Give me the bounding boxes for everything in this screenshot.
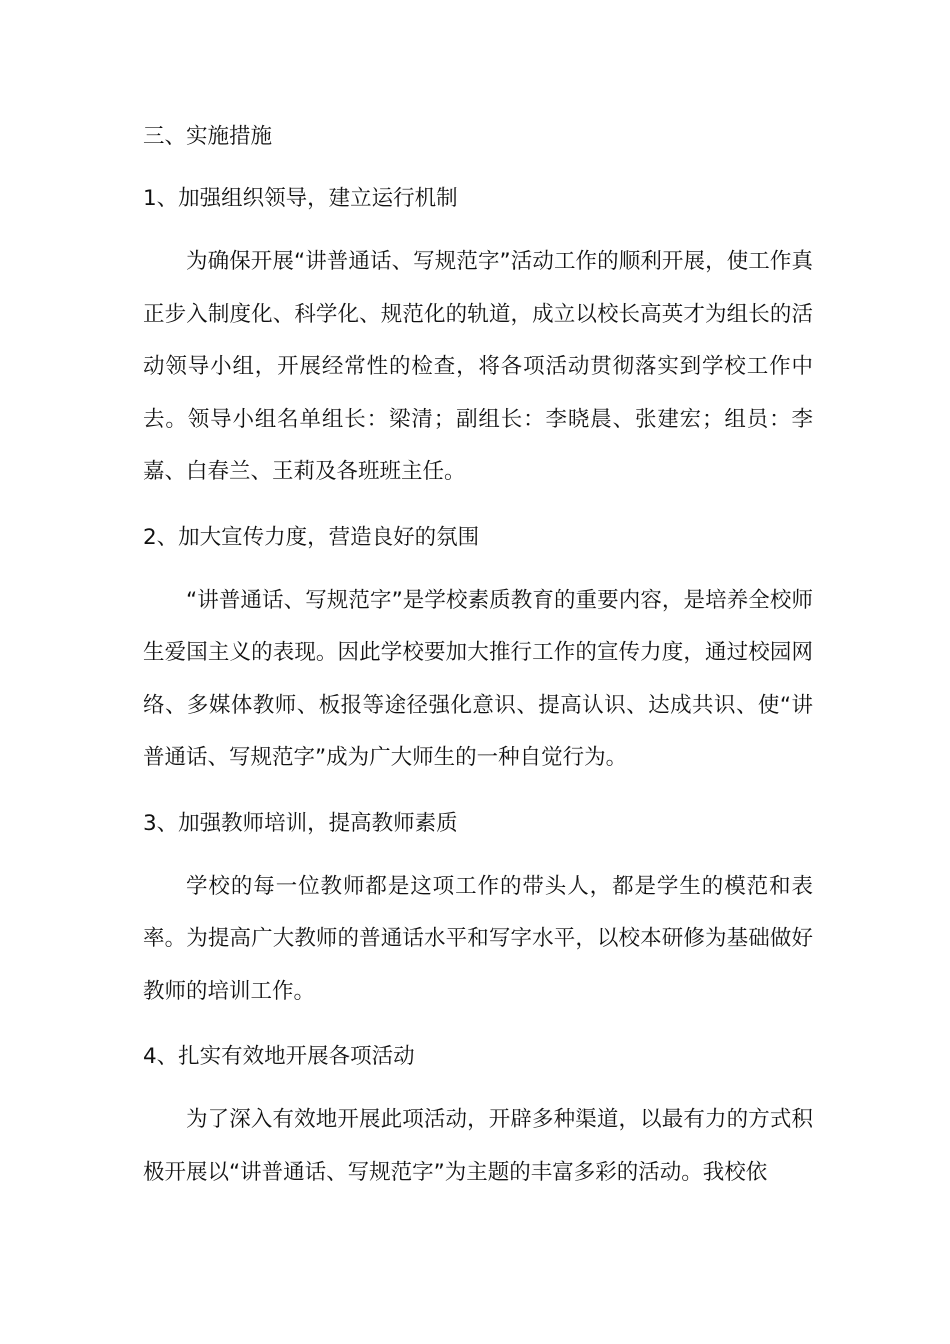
item-heading-2: 2、加大宣传力度，营造良好的氛围 [143, 524, 480, 550]
document-body [143, 112, 813, 1199]
item-paragraph-2: “讲普通话、写规范字”是学校素质教育的重要内容，是培养全校师生爱国主义的表现。因此学校要加大推行工作的宣传力度，通过校园网络、多媒体教师、板报等途径强化意识、提高认识、达成共识、使“讲普通话、写规范字”成为广大师生的一种自觉行为。 [143, 587, 813, 770]
item-heading-1: 1、加强组织领导，建立运行机制 [143, 186, 458, 211]
item-paragraph-3: 学校的每一位教师都是这项工作的带头人，都是学生的模范和表率。为提高广大教师的普通话水平和写字水平，以校本研修为基础做好教师的培训工作。 [143, 873, 813, 1004]
item-paragraph-1: 为确保开展“讲普通话、写规范字”活动工作的顺利开展，使工作真正步入制度化、科学化、规范化的轨道，成立以校长高英才为组长的活动领导小组，开展经常性的检查，将各项活动贯彻落实到学校工作中去。领导小组名单组长：梁清；副组长：李晓晨、张建宏；组员：李嘉、白春兰、王莉及各班班主任。 [143, 249, 813, 484]
item-heading-4: 4、扎实有效地开展各项活动 [143, 1044, 415, 1069]
section-title: 三、实施措施 [143, 124, 273, 149]
item-heading-3: 3、加强教师培训，提高教师素质 [143, 810, 458, 836]
item-paragraph-4: 为了深入有效地开展此项活动，开辟多种渠道，以最有力的方式积极开展以“讲普通话、写规范字”为主题的丰富多彩的活动。我校依 [143, 1107, 813, 1185]
